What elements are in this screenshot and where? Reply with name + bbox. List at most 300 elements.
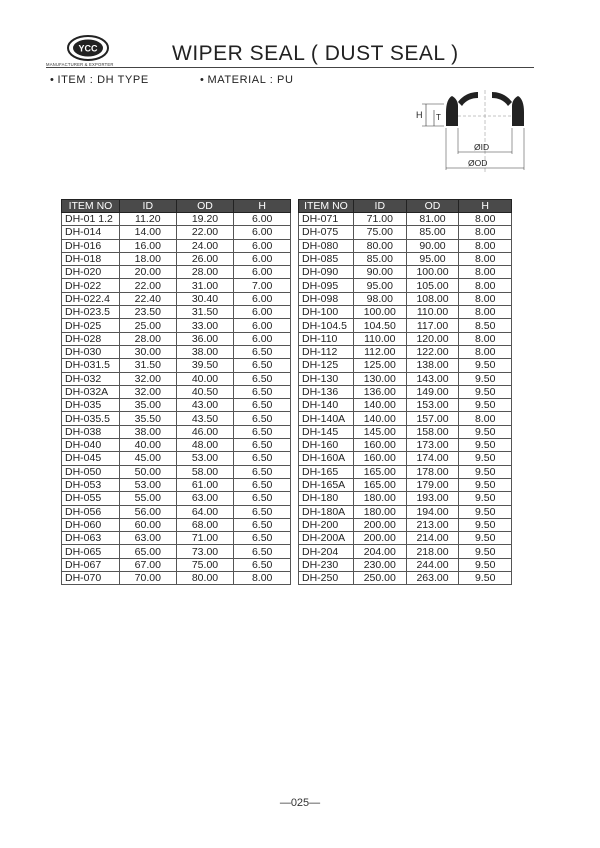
table-cell: DH-250 — [299, 572, 354, 585]
table-cell: DH-038 — [62, 425, 120, 438]
table-cell: 75.00 — [176, 558, 234, 571]
table-cell: 22.00 — [176, 226, 234, 239]
table-cell: DH-022.4 — [62, 292, 120, 305]
table-cell: 6.50 — [234, 505, 291, 518]
table-cell: DH-018 — [62, 252, 120, 265]
table-row — [299, 372, 512, 385]
table-row — [299, 213, 512, 226]
table-cell: DH-095 — [299, 279, 354, 292]
company-logo — [46, 34, 134, 74]
table-cell: DH-140A — [299, 412, 354, 425]
table-cell: 40.00 — [119, 439, 176, 452]
table-row — [299, 359, 512, 372]
table-cell: 85.00 — [406, 226, 459, 239]
outer-diameter-label: ØOD — [468, 158, 488, 168]
table-cell: 6.50 — [234, 452, 291, 465]
table-row — [299, 412, 512, 425]
table-cell: 6.50 — [234, 385, 291, 398]
table-cell: 6.50 — [234, 359, 291, 372]
bullet-icon: • — [50, 74, 55, 86]
table-cell: 173.00 — [406, 439, 459, 452]
table-cell: 95.00 — [353, 279, 406, 292]
table-cell: 67.00 — [119, 558, 176, 571]
table-cell: 112.00 — [353, 345, 406, 358]
table-row — [62, 399, 291, 412]
table-cell: 200.00 — [353, 532, 406, 545]
table-row — [299, 532, 512, 545]
table-cell: 143.00 — [406, 372, 459, 385]
table-row — [62, 372, 291, 385]
table-row — [62, 505, 291, 518]
table-cell: 98.00 — [353, 292, 406, 305]
table-cell: 6.00 — [234, 266, 291, 279]
table-cell: 45.00 — [119, 452, 176, 465]
table-cell: DH-110 — [299, 332, 354, 345]
table-row — [299, 345, 512, 358]
table-cell: DH-204 — [299, 545, 354, 558]
table-row — [62, 226, 291, 239]
table-cell: DH-032A — [62, 385, 120, 398]
ycc-logo-icon — [66, 34, 110, 62]
thickness-label: T — [436, 113, 441, 122]
table-cell: 6.00 — [234, 332, 291, 345]
page-number: —025— — [279, 797, 321, 809]
table-cell: 9.50 — [459, 558, 512, 571]
table-cell: 55.00 — [119, 492, 176, 505]
column-header: ITEM NO — [299, 200, 354, 213]
table-cell: 95.00 — [406, 252, 459, 265]
table-row — [299, 266, 512, 279]
table-cell: 9.50 — [459, 532, 512, 545]
table-cell: 90.00 — [406, 239, 459, 252]
table-cell: 9.50 — [459, 505, 512, 518]
table-cell: 6.00 — [234, 213, 291, 226]
item-type — [50, 74, 149, 86]
table-row — [62, 266, 291, 279]
table-cell: DH-160A — [299, 452, 354, 465]
table-cell: 23.50 — [119, 306, 176, 319]
table-cell: 56.00 — [119, 505, 176, 518]
table-cell: 149.00 — [406, 385, 459, 398]
table-cell: 178.00 — [406, 465, 459, 478]
table-cell: DH-023.5 — [62, 306, 120, 319]
table-cell: DH-045 — [62, 452, 120, 465]
table-cell: DH-063 — [62, 532, 120, 545]
table-cell: 250.00 — [353, 572, 406, 585]
table-cell: 6.50 — [234, 372, 291, 385]
table-cell: DH-080 — [299, 239, 354, 252]
table-row — [299, 452, 512, 465]
table-cell: 30.40 — [176, 292, 234, 305]
table-cell: 40.00 — [176, 372, 234, 385]
title-divider — [46, 67, 534, 68]
table-cell: 9.50 — [459, 399, 512, 412]
table-cell: 9.50 — [459, 518, 512, 531]
table-row — [299, 439, 512, 452]
table-cell: 8.00 — [459, 213, 512, 226]
table-cell: 6.50 — [234, 545, 291, 558]
table-cell: 6.50 — [234, 492, 291, 505]
table-cell: DH-025 — [62, 319, 120, 332]
table-cell: DH-035.5 — [62, 412, 120, 425]
material — [200, 74, 294, 86]
table-row — [299, 465, 512, 478]
table-cell: 25.00 — [119, 319, 176, 332]
table-cell: 6.50 — [234, 345, 291, 358]
table-row — [299, 252, 512, 265]
table-row — [62, 532, 291, 545]
table-cell: DH-030 — [62, 345, 120, 358]
table-cell: 180.00 — [353, 505, 406, 518]
table-cell: 43.50 — [176, 412, 234, 425]
table-cell: 32.00 — [119, 372, 176, 385]
table-cell: 160.00 — [353, 452, 406, 465]
table-cell: DH-065 — [62, 545, 120, 558]
table-cell: 100.00 — [406, 266, 459, 279]
table-cell: 213.00 — [406, 518, 459, 531]
table-cell: 8.00 — [459, 345, 512, 358]
table-cell: DH-130 — [299, 372, 354, 385]
table-cell: 6.50 — [234, 399, 291, 412]
inner-diameter-label: ØID — [474, 142, 490, 152]
table-cell: 28.00 — [119, 332, 176, 345]
table-cell: DH-112 — [299, 345, 354, 358]
table-cell: DH-070 — [62, 572, 120, 585]
table-cell: 7.00 — [234, 279, 291, 292]
table-cell: 19.20 — [176, 213, 234, 226]
table-cell: 8.00 — [459, 306, 512, 319]
table-cell: 60.00 — [119, 518, 176, 531]
table-row — [299, 478, 512, 491]
table-row — [299, 279, 512, 292]
table-row — [299, 425, 512, 438]
table-cell: DH-060 — [62, 518, 120, 531]
table-cell: 9.50 — [459, 572, 512, 585]
table-row — [299, 545, 512, 558]
bullet-icon: • — [200, 74, 205, 86]
table-row — [62, 465, 291, 478]
table-row — [62, 279, 291, 292]
table-cell: 81.00 — [406, 213, 459, 226]
column-header: ID — [353, 200, 406, 213]
page-title: WIPER SEAL ( DUST SEAL ) — [172, 42, 459, 65]
table-row — [62, 345, 291, 358]
table-cell: 46.00 — [176, 425, 234, 438]
table-cell: 100.00 — [353, 306, 406, 319]
table-cell: 36.00 — [176, 332, 234, 345]
table-cell: 145.00 — [353, 425, 406, 438]
table-row — [62, 359, 291, 372]
table-cell: DH-160 — [299, 439, 354, 452]
table-cell: 110.00 — [406, 306, 459, 319]
table-cell: DH-100 — [299, 306, 354, 319]
table-row — [299, 239, 512, 252]
table-cell: 8.00 — [459, 279, 512, 292]
table-row — [299, 518, 512, 531]
logo-subtitle: MANUFACTURER & EXPORTER — [46, 62, 114, 67]
table-cell: 6.00 — [234, 292, 291, 305]
table-cell: 63.00 — [119, 532, 176, 545]
table-cell: 33.00 — [176, 319, 234, 332]
table-row — [62, 558, 291, 571]
table-cell: 24.00 — [176, 239, 234, 252]
table-row — [62, 425, 291, 438]
table-cell: 110.00 — [353, 332, 406, 345]
item-type-text: ITEM : DH TYPE — [57, 74, 149, 86]
table-cell: 8.00 — [459, 252, 512, 265]
table-cell: 165.00 — [353, 465, 406, 478]
table-cell: 75.00 — [353, 226, 406, 239]
column-header: OD — [406, 200, 459, 213]
table-row — [299, 332, 512, 345]
table-cell: 28.00 — [176, 266, 234, 279]
table-cell: 22.40 — [119, 292, 176, 305]
table-cell: 14.00 — [119, 226, 176, 239]
table-cell: 16.00 — [119, 239, 176, 252]
table-cell: 108.00 — [406, 292, 459, 305]
table-cell: 6.00 — [234, 319, 291, 332]
table-cell: 9.50 — [459, 452, 512, 465]
table-cell: 30.00 — [119, 345, 176, 358]
table-cell: 165.00 — [353, 478, 406, 491]
table-row — [62, 572, 291, 585]
spec-table-right — [298, 199, 512, 585]
table-cell: 8.50 — [459, 319, 512, 332]
table-row — [299, 505, 512, 518]
table-row — [62, 452, 291, 465]
table-row — [299, 492, 512, 505]
table-cell: 71.00 — [176, 532, 234, 545]
table-cell: DH-035 — [62, 399, 120, 412]
table-cell: DH-028 — [62, 332, 120, 345]
table-cell: DH-022 — [62, 279, 120, 292]
table-cell: 68.00 — [176, 518, 234, 531]
table-row — [62, 332, 291, 345]
table-cell: 6.50 — [234, 478, 291, 491]
table-row — [299, 385, 512, 398]
table-row — [299, 292, 512, 305]
table-cell: DH-145 — [299, 425, 354, 438]
table-cell: 9.50 — [459, 478, 512, 491]
table-cell: 117.00 — [406, 319, 459, 332]
table-cell: DH-055 — [62, 492, 120, 505]
table-cell: 70.00 — [119, 572, 176, 585]
table-cell: 179.00 — [406, 478, 459, 491]
table-body-left — [62, 213, 291, 585]
table-cell: DH-230 — [299, 558, 354, 571]
table-cell: 11.20 — [119, 213, 176, 226]
table-row — [62, 439, 291, 452]
table-cell: DH-200A — [299, 532, 354, 545]
table-cell: 8.00 — [459, 292, 512, 305]
table-cell: 138.00 — [406, 359, 459, 372]
table-body-right — [299, 213, 512, 585]
table-row — [62, 252, 291, 265]
table-cell: 31.50 — [176, 306, 234, 319]
table-cell: 194.00 — [406, 505, 459, 518]
table-cell: 140.00 — [353, 412, 406, 425]
column-header: ID — [119, 200, 176, 213]
table-row — [62, 492, 291, 505]
table-cell: 6.50 — [234, 412, 291, 425]
table-cell: 6.50 — [234, 439, 291, 452]
height-label: H — [416, 110, 423, 120]
table-cell: 65.00 — [119, 545, 176, 558]
table-row — [62, 478, 291, 491]
table-cell: DH-053 — [62, 478, 120, 491]
table-cell: DH-067 — [62, 558, 120, 571]
table-cell: 263.00 — [406, 572, 459, 585]
table-cell: 80.00 — [176, 572, 234, 585]
table-cell: 193.00 — [406, 492, 459, 505]
table-cell: 53.00 — [119, 478, 176, 491]
table-cell: 6.50 — [234, 465, 291, 478]
spec-table-left — [61, 199, 291, 585]
seal-cross-section-diagram — [400, 88, 540, 180]
table-cell: 6.00 — [234, 252, 291, 265]
table-cell: 180.00 — [353, 492, 406, 505]
table-cell: 9.50 — [459, 372, 512, 385]
table-row — [62, 545, 291, 558]
table-row — [62, 518, 291, 531]
table-cell: DH-075 — [299, 226, 354, 239]
table-cell: DH-165A — [299, 478, 354, 491]
table-cell: 35.50 — [119, 412, 176, 425]
table-cell: 39.50 — [176, 359, 234, 372]
table-cell: 6.00 — [234, 306, 291, 319]
table-cell: 6.50 — [234, 532, 291, 545]
table-cell: DH-098 — [299, 292, 354, 305]
table-header-row — [299, 200, 512, 213]
column-header: OD — [176, 200, 234, 213]
table-cell: 71.00 — [353, 213, 406, 226]
table-row — [62, 292, 291, 305]
table-row — [62, 412, 291, 425]
table-cell: DH-180A — [299, 505, 354, 518]
table-cell: 8.00 — [459, 332, 512, 345]
table-cell: DH-125 — [299, 359, 354, 372]
table-cell: 9.50 — [459, 439, 512, 452]
table-cell: 53.00 — [176, 452, 234, 465]
column-header: H — [459, 200, 512, 213]
table-cell: DH-140 — [299, 399, 354, 412]
table-cell: 50.00 — [119, 465, 176, 478]
table-cell: 35.00 — [119, 399, 176, 412]
table-cell: DH-136 — [299, 385, 354, 398]
table-cell: 73.00 — [176, 545, 234, 558]
table-cell: DH-016 — [62, 239, 120, 252]
table-cell: 48.00 — [176, 439, 234, 452]
table-cell: DH-040 — [62, 439, 120, 452]
table-cell: 130.00 — [353, 372, 406, 385]
table-cell: DH-165 — [299, 465, 354, 478]
table-cell: 8.00 — [234, 572, 291, 585]
table-row — [62, 385, 291, 398]
table-cell: 43.00 — [176, 399, 234, 412]
table-cell: 26.00 — [176, 252, 234, 265]
table-cell: 244.00 — [406, 558, 459, 571]
table-cell: 204.00 — [353, 545, 406, 558]
table-cell: DH-01 1.2 — [62, 213, 120, 226]
table-cell: 140.00 — [353, 399, 406, 412]
table-cell: 230.00 — [353, 558, 406, 571]
table-cell: 200.00 — [353, 518, 406, 531]
table-cell: 9.50 — [459, 465, 512, 478]
table-cell: 8.00 — [459, 239, 512, 252]
table-cell: 8.00 — [459, 266, 512, 279]
table-cell: 38.00 — [176, 345, 234, 358]
table-cell: 18.00 — [119, 252, 176, 265]
table-row — [62, 306, 291, 319]
table-cell: 63.00 — [176, 492, 234, 505]
table-row — [299, 572, 512, 585]
table-cell: DH-031.5 — [62, 359, 120, 372]
table-cell: 6.00 — [234, 239, 291, 252]
table-row — [299, 226, 512, 239]
table-cell: 58.00 — [176, 465, 234, 478]
table-row — [299, 558, 512, 571]
table-row — [299, 399, 512, 412]
table-row — [299, 319, 512, 332]
table-cell: DH-085 — [299, 252, 354, 265]
table-cell: DH-104.5 — [299, 319, 354, 332]
table-cell: 218.00 — [406, 545, 459, 558]
table-row — [62, 319, 291, 332]
table-cell: 6.50 — [234, 425, 291, 438]
table-row — [62, 239, 291, 252]
table-cell: 8.00 — [459, 412, 512, 425]
table-cell: 9.50 — [459, 385, 512, 398]
table-cell: 160.00 — [353, 439, 406, 452]
table-cell: DH-050 — [62, 465, 120, 478]
table-cell: 22.00 — [119, 279, 176, 292]
table-cell: 38.00 — [119, 425, 176, 438]
material-text: MATERIAL : PU — [207, 74, 294, 86]
table-cell: 6.50 — [234, 518, 291, 531]
table-cell: 8.00 — [459, 226, 512, 239]
table-cell: 157.00 — [406, 412, 459, 425]
table-cell: 6.50 — [234, 558, 291, 571]
table-cell: 125.00 — [353, 359, 406, 372]
table-cell: 104.50 — [353, 319, 406, 332]
table-row — [299, 306, 512, 319]
table-cell: 105.00 — [406, 279, 459, 292]
table-cell: 61.00 — [176, 478, 234, 491]
table-cell: DH-020 — [62, 266, 120, 279]
table-cell: 158.00 — [406, 425, 459, 438]
table-cell: DH-090 — [299, 266, 354, 279]
table-cell: DH-056 — [62, 505, 120, 518]
table-cell: DH-071 — [299, 213, 354, 226]
table-header-row — [62, 200, 291, 213]
table-cell: 122.00 — [406, 345, 459, 358]
table-cell: 9.50 — [459, 545, 512, 558]
logo-text: YCC — [78, 43, 98, 54]
table-cell: DH-032 — [62, 372, 120, 385]
table-cell: 9.50 — [459, 492, 512, 505]
table-cell: 20.00 — [119, 266, 176, 279]
table-cell: 136.00 — [353, 385, 406, 398]
column-header: H — [234, 200, 291, 213]
table-cell: 214.00 — [406, 532, 459, 545]
table-cell: 80.00 — [353, 239, 406, 252]
table-cell: 64.00 — [176, 505, 234, 518]
table-cell: 85.00 — [353, 252, 406, 265]
table-cell: DH-014 — [62, 226, 120, 239]
table-cell: 9.50 — [459, 425, 512, 438]
table-cell: 6.00 — [234, 226, 291, 239]
table-row — [62, 213, 291, 226]
